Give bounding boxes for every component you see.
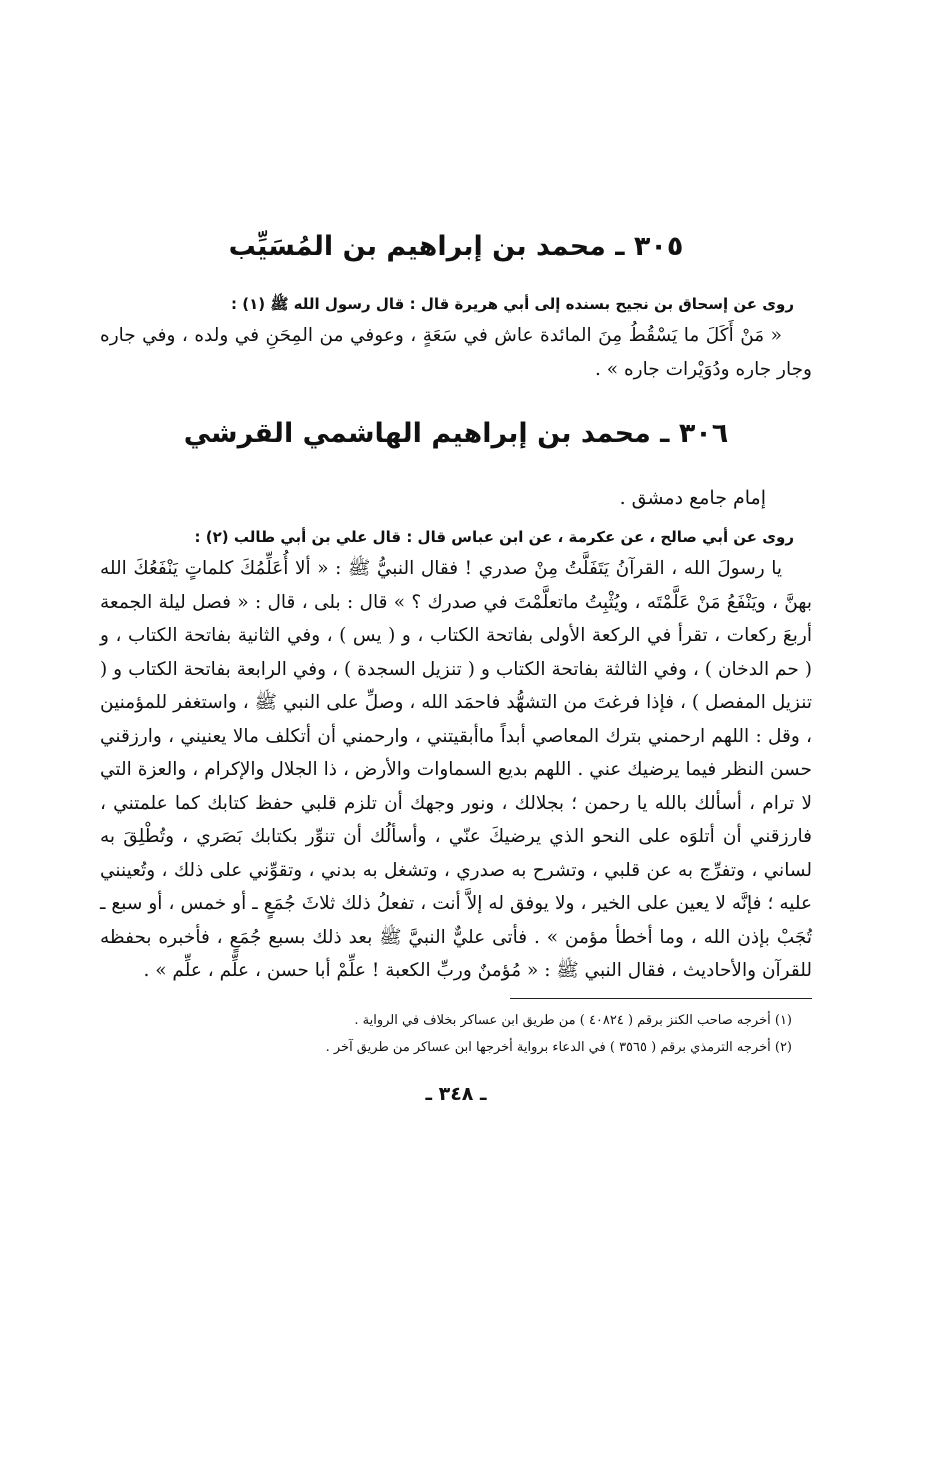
footnote-2: (٢) أخرجه الترمذي برقم ( ٣٥٦٥ ) في الدعاء برواية أخرجها ابن عساكر من طريق آخر . bbox=[325, 1039, 792, 1055]
section-306-text: يا رسولَ الله ، القرآنُ يَتَفَلَّتُ مِنْ صدري ! فقال النبيُّ ﷺ : « ألا أُعَلِّمُكَ كلماتٍ يَنْفَعُكَ الله بهنَّ ، ويَنْفَعُ مَنْ عَلَّمْتَه ، ويُثْبِتُ ماتعلَّمْتَ في صدرك ؟ » قال : بلى ، قال : « فصل ليلة الجمعة أربعَ ركعات ، تقرأ في الركعة الأولى بفاتحة الكتاب ، و ( يس ) ، وفي الثانية بفاتحة الكتاب ، و ( حم الدخان ) ، وفي الثالثة بفاتحة الكتاب و ( تنزيل السجدة ) ، وفي الرابعة بفاتحة الكتاب و ( تنزيل المفصل ) ، فإذا فرغتَ من التشهُّد فاحمَد الله ، وصلِّ على النبي ﷺ ، واستغفر للمؤمنين ، وقل : اللهم ارحمني بترك المعاصي أبداً ماأبقيتني ، وارحمني أن أتكلف مالا يعنيني ، وارزقني حسن النظر فيما يرضيك عني . اللهم بديع السماوات والأرض ، ذا الجلال والإكرام ، والعزة التي لا ترام ، أسألك بالله يا رحمن ؛ بجلالك ، ونور وجهك أن تلزم قلبي حفظ كتابك كما علمتني ، فارزقني أن أتلوَه على النحو الذي يرضيكَ عنّي ، وأسألُك أن تنوِّر بكتابك بَصَري ، وتُطْلِقَ به لساني ، وتفرِّج به عن قلبي ، وتشرح به صدري ، وتشغل به بدني ، وتقوِّني على ذلك ، وتُعينني عليه ؛ فإنَّه لا يعين على الخير ، ولا يوفق له إلاَّ أنت ، تفعلُ ذلك ثلاثَ جُمَعٍ ـ أو خمس ، أو سبع ـ تُجَبْ بإذن الله ، وما أخطأ مؤمن » . فأتى عليٌّ النبيَّ ﷺ بعد ذلك بسبع جُمَعٍ ، فأخبره بحفظه للقرآن والأحاديث ، فقال النبي ﷺ : « مُؤمنٌ وربِّ الكعبة ! علِّمْ أبا حسن ، علِّم ، علِّم » . bbox=[100, 558, 812, 981]
section-305-isnad: روى عن إسحاق بن نجيح بسنده إلى أبي هريرة قال : قال رسول الله ﷺ (١) : bbox=[231, 295, 794, 313]
footnotes bbox=[100, 1007, 792, 1061]
section-306-isnad: روى عن أبي صالح ، عن عكرمة ، عن ابن عباس قال : قال علي بن أبي طالب (٢) : bbox=[194, 528, 794, 546]
page bbox=[100, 225, 812, 1105]
footnote-divider bbox=[510, 998, 812, 999]
section-305-text: « مَنْ أَكَلَ ما يَسْقُطُ مِنَ المائدة عاش في سَعَةٍ ، وعوفي من المِحَنِ في ولده ، وفي جاره وجار جاره ودُوَيْرات جاره » . bbox=[100, 325, 812, 380]
section-306-title: ٣٠٦ ـ محمد بن إبراهيم الهاشمي القرشي bbox=[183, 418, 729, 449]
section-306-intro: إمام جامع دمشق . bbox=[619, 487, 766, 509]
section-305-title: ٣٠٥ ـ محمد بن إبراهيم بن المُسَيِّب bbox=[228, 231, 684, 262]
footnote-1: (١) أخرجه صاحب الكنز برقم ( ٤٠٨٢٤ ) من طريق ابن عساكر بخلاف في الرواية . bbox=[354, 1012, 792, 1028]
page-number: ـ ٣٤٨ ـ bbox=[425, 1082, 487, 1105]
